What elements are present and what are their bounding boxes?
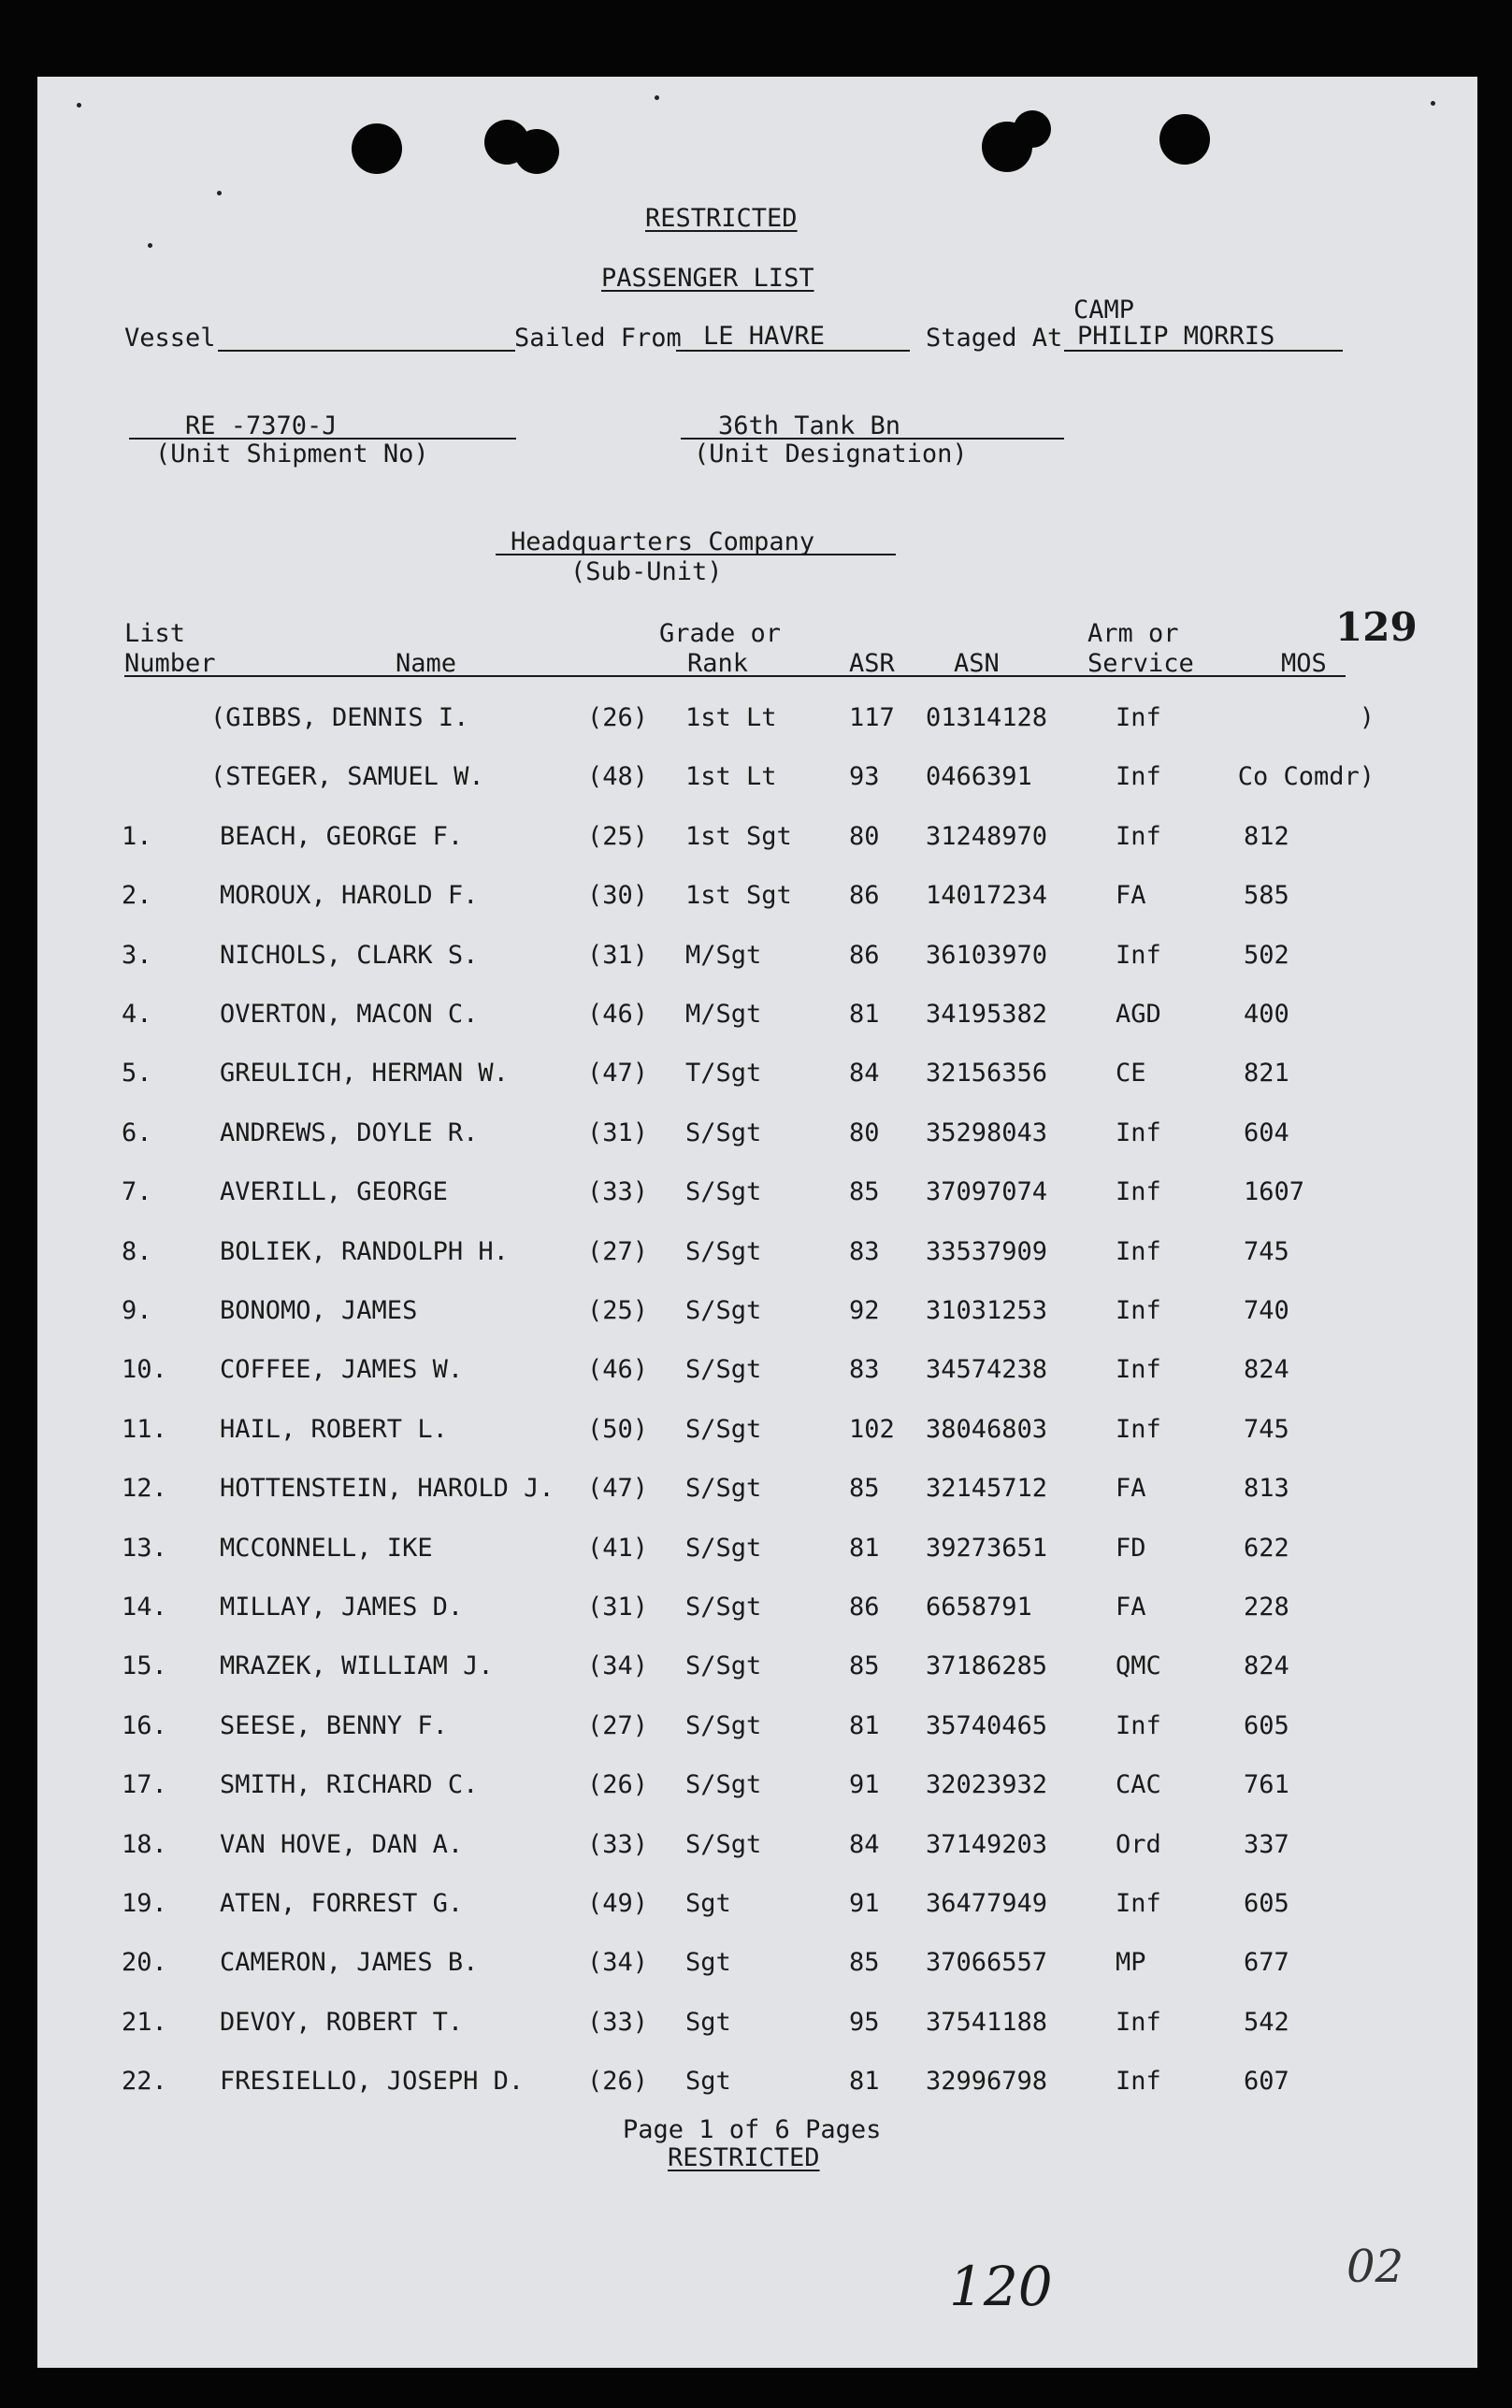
cell-mos: 604 <box>1244 1118 1289 1147</box>
cell-num: 10. <box>122 1355 167 1384</box>
cell-arm: Inf <box>1116 941 1161 970</box>
cell-name: (STEGER, SAMUEL W. <box>210 762 484 791</box>
table-row <box>37 1891 1477 1921</box>
cell-name: OVERTON, MACON C. <box>220 1000 479 1029</box>
col-list-number: List <box>124 619 186 648</box>
cell-asn: 39273651 <box>926 1534 1048 1563</box>
cell-arm: FA <box>1116 1474 1146 1503</box>
cell-arm: Inf <box>1116 1355 1161 1384</box>
cell-num: 11. <box>122 1415 167 1444</box>
cell-grade: S/Sgt <box>685 1534 762 1563</box>
punch-hole <box>514 129 559 174</box>
cell-grade: S/Sgt <box>685 1237 762 1266</box>
cell-name: ANDREWS, DOYLE R. <box>220 1118 479 1147</box>
cell-grade: 1st Lt <box>685 762 777 791</box>
cell-grade: S/Sgt <box>685 1651 762 1680</box>
cell-mos: ) <box>1359 703 1375 732</box>
cell-arm: Inf <box>1116 2008 1161 2037</box>
cell-asn: 36477949 <box>926 1889 1048 1918</box>
cell-asr: 85 <box>849 1948 880 1977</box>
cell-asn: 01314128 <box>926 703 1048 732</box>
cell-grade: Sgt <box>685 2008 731 2037</box>
cell-age: (47) <box>587 1474 649 1503</box>
cell-asr: 86 <box>849 881 880 910</box>
cell-arm: MP <box>1116 1948 1146 1977</box>
cell-num: 8. <box>122 1237 152 1266</box>
cell-asn: 38046803 <box>926 1415 1048 1444</box>
cell-mos: 745 <box>1244 1415 1289 1444</box>
table-row <box>37 1120 1477 1150</box>
cell-asr: 84 <box>849 1830 880 1859</box>
cell-mos: 813 <box>1244 1474 1289 1503</box>
cell-name: CAMERON, JAMES B. <box>220 1948 479 1977</box>
officer-row <box>37 764 1477 794</box>
cell-arm: Inf <box>1116 2067 1161 2096</box>
cell-arm: Inf <box>1116 1415 1161 1444</box>
cell-asr: 84 <box>849 1059 880 1088</box>
punch-hole <box>352 123 402 174</box>
cell-asr: 83 <box>849 1355 880 1384</box>
cell-name: HAIL, ROBERT L. <box>220 1415 448 1444</box>
cell-num: 21. <box>122 2008 167 2037</box>
cell-num: 17. <box>122 1770 167 1799</box>
cell-mos: 745 <box>1244 1237 1289 1266</box>
col-asr: ASR <box>849 649 895 678</box>
cell-grade: T/Sgt <box>685 1059 762 1088</box>
cell-age: (31) <box>587 1593 649 1622</box>
cell-asn: 36103970 <box>926 941 1048 970</box>
cell-arm: Inf <box>1116 1711 1161 1740</box>
cell-mos: 1607 <box>1244 1177 1305 1206</box>
cell-num: 12. <box>122 1474 167 1503</box>
cell-asr: 102 <box>849 1415 895 1444</box>
cell-num: 1. <box>122 822 152 851</box>
cell-arm: Ord <box>1116 1830 1161 1859</box>
cell-asr: 86 <box>849 1593 880 1622</box>
punch-hole <box>1014 110 1051 148</box>
cell-age: (46) <box>587 1000 649 1029</box>
cell-age: (33) <box>587 1177 649 1206</box>
cell-asn: 37066557 <box>926 1948 1048 1977</box>
cell-grade: Sgt <box>685 1889 731 1918</box>
table-row <box>37 1239 1477 1269</box>
staged-at-label: Staged At <box>926 324 1063 353</box>
cell-arm: CE <box>1116 1059 1146 1088</box>
cell-grade: 1st Lt <box>685 703 777 732</box>
cell-num: 6. <box>122 1118 152 1147</box>
cell-asn: 35740465 <box>926 1711 1048 1740</box>
cell-asn: 31248970 <box>926 822 1048 851</box>
cell-asr: 95 <box>849 2008 880 2037</box>
cell-arm: Inf <box>1116 762 1161 791</box>
cell-asn: 37186285 <box>926 1651 1048 1680</box>
cell-age: (34) <box>587 1948 649 1977</box>
cell-mos: 400 <box>1244 1000 1289 1029</box>
cell-grade: 1st Sgt <box>685 881 792 910</box>
cell-age: (33) <box>587 1830 649 1859</box>
unit-designation: 36th Tank Bn <box>718 411 901 440</box>
cell-num: 22. <box>122 2067 167 2096</box>
cell-arm: AGD <box>1116 1000 1161 1029</box>
cell-mos: Co Comdr) <box>1237 762 1375 791</box>
cell-name: ATEN, FORREST G. <box>220 1889 464 1918</box>
cell-age: (26) <box>587 703 649 732</box>
col-mos: MOS <box>1281 649 1327 678</box>
cell-age: (31) <box>587 1118 649 1147</box>
col-arm: Arm or <box>1087 619 1179 648</box>
speck <box>1431 101 1435 106</box>
cell-asr: 81 <box>849 1534 880 1563</box>
cell-asr: 91 <box>849 1770 880 1799</box>
cell-num: 14. <box>122 1593 167 1622</box>
cell-num: 20. <box>122 1948 167 1977</box>
document-page <box>37 77 1477 2368</box>
table-row <box>37 1653 1477 1683</box>
cell-asn: 34574238 <box>926 1355 1048 1384</box>
cell-name: MOROUX, HAROLD F. <box>220 881 479 910</box>
cell-name: (GIBBS, DENNIS I. <box>210 703 469 732</box>
cell-grade: S/Sgt <box>685 1830 762 1859</box>
cell-num: 7. <box>122 1177 152 1206</box>
cell-asn: 37097074 <box>926 1177 1048 1206</box>
sailed-from-value: LE HAVRE <box>703 322 826 351</box>
table-row <box>37 1950 1477 1980</box>
cell-asn: 31031253 <box>926 1296 1048 1325</box>
table-row <box>37 824 1477 854</box>
table-row <box>37 2010 1477 2040</box>
cell-name: MCCONNELL, IKE <box>220 1534 433 1563</box>
cell-name: NICHOLS, CLARK S. <box>220 941 479 970</box>
cell-grade: S/Sgt <box>685 1711 762 1740</box>
cell-arm: Inf <box>1116 1296 1161 1325</box>
cell-mos: 812 <box>1244 822 1289 851</box>
cell-asn: 32145712 <box>926 1474 1048 1503</box>
cell-age: (27) <box>587 1711 649 1740</box>
cell-mos: 761 <box>1244 1770 1289 1799</box>
col-asn: ASN <box>954 649 1000 678</box>
cell-name: DEVOY, ROBERT T. <box>220 2008 464 2037</box>
speck <box>148 243 152 248</box>
cell-asn: 32156356 <box>926 1059 1048 1088</box>
classification-bottom: RESTRICTED <box>668 2143 820 2172</box>
unit-shipment-caption: (Unit Shipment No) <box>155 440 429 469</box>
cell-grade: S/Sgt <box>685 1593 762 1622</box>
cell-asn: 14017234 <box>926 881 1048 910</box>
cell-grade: S/Sgt <box>685 1770 762 1799</box>
col-grade: Rank <box>687 649 749 678</box>
cell-asn: 0466391 <box>926 762 1032 791</box>
cell-age: (46) <box>587 1355 649 1384</box>
cell-asn: 35298043 <box>926 1118 1048 1147</box>
cell-asn: 6658791 <box>926 1593 1032 1622</box>
speck <box>655 95 659 100</box>
unit-designation-caption: (Unit Designation) <box>694 440 968 469</box>
cell-num: 19. <box>122 1889 167 1918</box>
cell-asr: 86 <box>849 941 880 970</box>
cell-asr: 93 <box>849 762 880 791</box>
cell-name: BONOMO, JAMES <box>220 1296 418 1325</box>
cell-age: (47) <box>587 1059 649 1088</box>
cell-age: (33) <box>587 2008 649 2037</box>
col-name: Name <box>396 649 457 678</box>
cell-arm: Inf <box>1116 1118 1161 1147</box>
punch-hole <box>1159 114 1210 165</box>
cell-asr: 83 <box>849 1237 880 1266</box>
cell-asn: 34195382 <box>926 1000 1048 1029</box>
cell-age: (27) <box>587 1237 649 1266</box>
cell-mos: 337 <box>1244 1830 1289 1859</box>
table-row <box>37 883 1477 913</box>
cell-name: GREULICH, HERMAN W. <box>220 1059 509 1088</box>
cell-num: 15. <box>122 1651 167 1680</box>
cell-num: 9. <box>122 1296 152 1325</box>
cell-age: (31) <box>587 941 649 970</box>
camp-label: CAMP <box>1073 296 1135 324</box>
cell-grade: M/Sgt <box>685 1000 762 1029</box>
cell-age: (41) <box>587 1534 649 1563</box>
table-row <box>37 1713 1477 1743</box>
cell-num: 2. <box>122 881 152 910</box>
cell-name: VAN HOVE, DAN A. <box>220 1830 464 1859</box>
speck <box>77 103 81 108</box>
table-row <box>37 1357 1477 1387</box>
cell-asr: 92 <box>849 1296 880 1325</box>
staged-at-value: PHILIP MORRIS <box>1077 322 1275 351</box>
table-row <box>37 1536 1477 1565</box>
header-rule <box>124 675 1346 677</box>
cell-num: 5. <box>122 1059 152 1088</box>
cell-num: 13. <box>122 1534 167 1563</box>
cell-mos: 821 <box>1244 1059 1289 1088</box>
cell-mos: 740 <box>1244 1296 1289 1325</box>
cell-age: (30) <box>587 881 649 910</box>
table-row <box>37 943 1477 973</box>
vessel-field-line <box>218 350 515 352</box>
cell-mos: 824 <box>1244 1651 1289 1680</box>
cell-asn: 32023932 <box>926 1770 1048 1799</box>
cell-age: (49) <box>587 1889 649 1918</box>
cell-name: MILLAY, JAMES D. <box>220 1593 464 1622</box>
cell-mos: 605 <box>1244 1889 1289 1918</box>
cell-arm: FA <box>1116 1593 1146 1622</box>
cell-grade: S/Sgt <box>685 1355 762 1384</box>
cell-grade: Sgt <box>685 1948 731 1977</box>
sub-unit-line <box>496 554 896 555</box>
col-list-number: Number <box>124 649 216 678</box>
cell-grade: S/Sgt <box>685 1415 762 1444</box>
cell-name: SMITH, RICHARD C. <box>220 1770 479 1799</box>
cell-grade: S/Sgt <box>685 1177 762 1206</box>
cell-asn: 33537909 <box>926 1237 1048 1266</box>
cell-asr: 81 <box>849 2067 880 2096</box>
cell-grade: Sgt <box>685 2067 731 2096</box>
table-row <box>37 1179 1477 1209</box>
cell-arm: Inf <box>1116 1889 1161 1918</box>
cell-grade: M/Sgt <box>685 941 762 970</box>
table-row <box>37 1298 1477 1328</box>
cell-asr: 85 <box>849 1177 880 1206</box>
cell-name: BEACH, GEORGE F. <box>220 822 464 851</box>
table-row <box>37 2069 1477 2098</box>
cell-num: 16. <box>122 1711 167 1740</box>
cell-arm: FA <box>1116 881 1146 910</box>
cell-grade: S/Sgt <box>685 1118 762 1147</box>
cell-arm: CAC <box>1116 1770 1161 1799</box>
cell-name: COFFEE, JAMES W. <box>220 1355 464 1384</box>
page-stamp: 129 <box>1335 604 1418 650</box>
cell-mos: 622 <box>1244 1534 1289 1563</box>
table-row <box>37 1002 1477 1031</box>
page-info: Page 1 of 6 Pages <box>623 2115 882 2144</box>
table-row <box>37 1832 1477 1862</box>
classification-top: RESTRICTED <box>645 204 798 233</box>
cell-asr: 117 <box>849 703 895 732</box>
cell-name: AVERILL, GEORGE <box>220 1177 448 1206</box>
table-row <box>37 1060 1477 1090</box>
cell-num: 18. <box>122 1830 167 1859</box>
officer-row <box>37 705 1477 735</box>
cell-age: (26) <box>587 1770 649 1799</box>
cell-mos: 607 <box>1244 2067 1289 2096</box>
cell-arm: FD <box>1116 1534 1146 1563</box>
sub-unit-caption: (Sub-Unit) <box>570 557 723 586</box>
cell-asn: 32996798 <box>926 2067 1048 2096</box>
cell-asr: 85 <box>849 1474 880 1503</box>
sub-unit: Headquarters Company <box>511 527 815 556</box>
table-row <box>37 1772 1477 1802</box>
cell-grade: S/Sgt <box>685 1296 762 1325</box>
cell-mos: 542 <box>1244 2008 1289 2037</box>
cell-age: (50) <box>587 1415 649 1444</box>
cell-age: (48) <box>587 762 649 791</box>
vessel-label: Vessel <box>124 324 216 353</box>
cell-arm: Inf <box>1116 1237 1161 1266</box>
unit-shipment-no: RE -7370-J <box>185 411 338 440</box>
cell-mos: 585 <box>1244 881 1289 910</box>
table-row <box>37 1476 1477 1506</box>
cell-grade: 1st Sgt <box>685 822 792 851</box>
cell-asr: 81 <box>849 1000 880 1029</box>
cell-name: HOTTENSTEIN, HAROLD J. <box>220 1474 554 1503</box>
cell-name: SEESE, BENNY F. <box>220 1711 448 1740</box>
cell-num: 4. <box>122 1000 152 1029</box>
cell-asn: 37541188 <box>926 2008 1048 2037</box>
cell-name: FRESIELLO, JOSEPH D. <box>220 2067 525 2096</box>
sailed-from-label: Sailed From <box>514 324 682 353</box>
cell-mos: 677 <box>1244 1948 1289 1977</box>
cell-mos: 605 <box>1244 1711 1289 1740</box>
cell-asr: 80 <box>849 822 880 851</box>
col-arm: Service <box>1087 649 1194 678</box>
cell-age: (25) <box>587 1296 649 1325</box>
cell-arm: Inf <box>1116 822 1161 851</box>
cell-arm: QMC <box>1116 1651 1161 1680</box>
table-row <box>37 1417 1477 1447</box>
cell-age: (26) <box>587 2067 649 2096</box>
handwritten-number: 120 <box>949 2255 1053 2318</box>
table-row <box>37 1594 1477 1624</box>
cell-arm: Inf <box>1116 1177 1161 1206</box>
cell-arm: Inf <box>1116 703 1161 732</box>
cell-name: MRAZEK, WILLIAM J. <box>220 1651 494 1680</box>
cell-grade: S/Sgt <box>685 1474 762 1503</box>
cell-num: 3. <box>122 941 152 970</box>
cell-asr: 80 <box>849 1118 880 1147</box>
handwritten-mark: 02 <box>1346 2241 1404 2293</box>
cell-name: BOLIEK, RANDOLPH H. <box>220 1237 509 1266</box>
cell-asr: 81 <box>849 1711 880 1740</box>
document-title: PASSENGER LIST <box>601 264 814 293</box>
cell-mos: 824 <box>1244 1355 1289 1384</box>
cell-mos: 502 <box>1244 941 1289 970</box>
cell-asr: 85 <box>849 1651 880 1680</box>
cell-asn: 37149203 <box>926 1830 1048 1859</box>
cell-age: (34) <box>587 1651 649 1680</box>
speck <box>217 191 222 195</box>
cell-asr: 91 <box>849 1889 880 1918</box>
cell-mos: 228 <box>1244 1593 1289 1622</box>
cell-age: (25) <box>587 822 649 851</box>
col-grade: Grade or <box>659 619 782 648</box>
